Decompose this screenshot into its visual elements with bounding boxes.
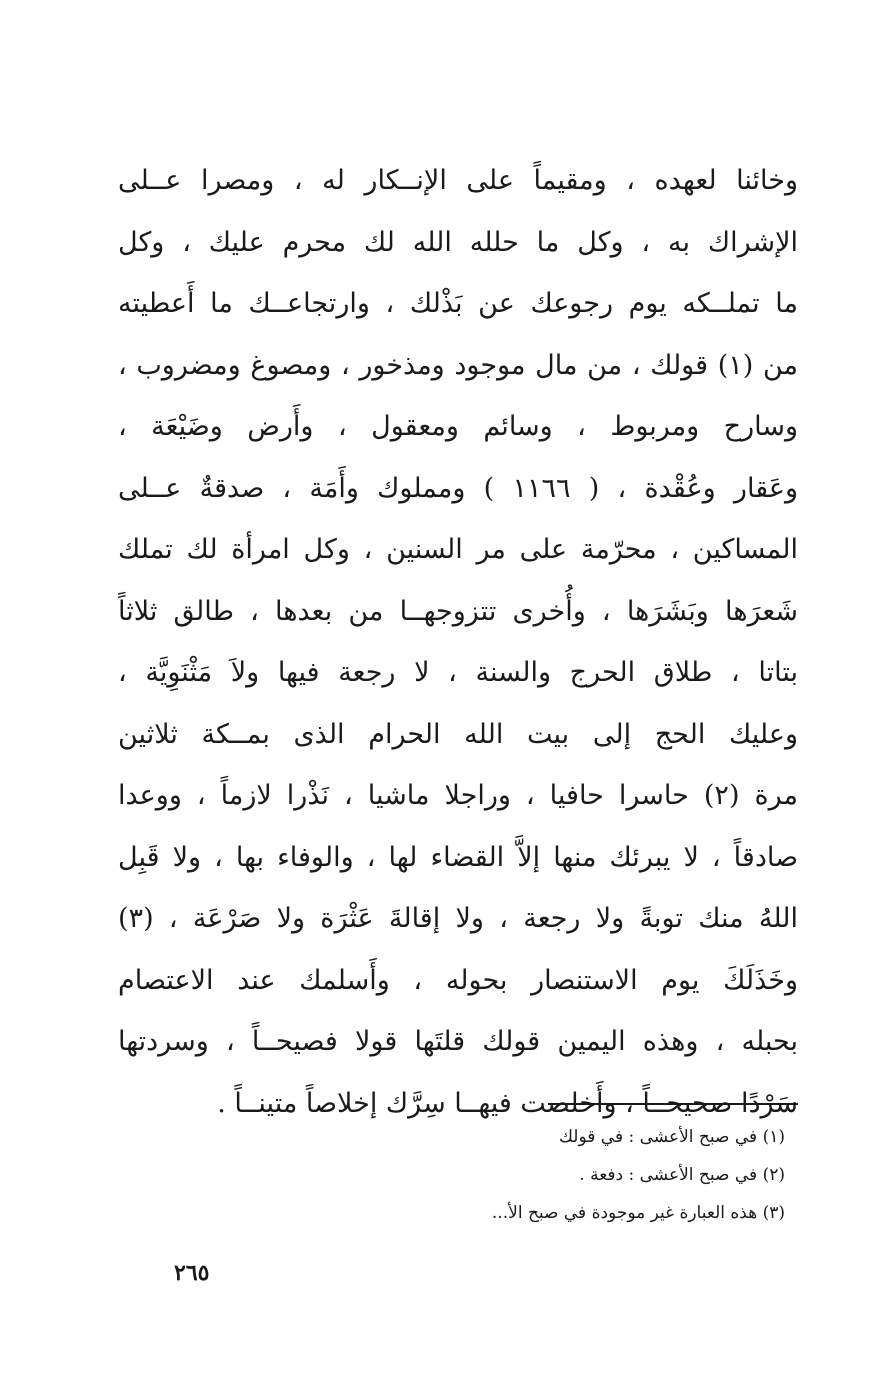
text-line: وخَذَلَكَ يوم الاستنصار بحوله ، وأَسلمك عند الاعتصام	[118, 964, 798, 996]
text-line: بحبله ، وهذه اليمين قولك قلتَها قولا فصيحــاً ، وسردتها	[118, 1026, 798, 1057]
text-line: شَعرَها وبَشَرَها ، وأُخرى تتزوجهــا من بعدها ، طالق ثلاثاً	[118, 595, 798, 627]
text-line: الإشراك به ، وكل ما حلله الله لك محرم عليك ، وكل	[118, 226, 798, 258]
text-line: صادقاً ، لا يبرئك منها إلاَّ القضاء لها ، والوفاء بها ، ولا قَبِل	[118, 841, 798, 873]
text-line: اللهُ منك توبةً ولا رجعة ، ولا إقالةَ عَثْرَة ولا صَرْعَة ، (٣)	[118, 903, 798, 934]
text-line: من (١) قولك ، من مال موجود ومذخور ، ومصوغ ومضروب ،	[118, 349, 798, 381]
text-line: وعَقار وعُقْدة ، ( ١١٦٦ ) ومملوك وأَمَة ، صدقةٌ عــلى	[118, 472, 798, 504]
text-line: سَرْدًا صحيحــاً ، وأَخلصت فيهــا سِرَّك إخلاصاً متينــاً .	[217, 1087, 798, 1119]
page-number: ٢٦٥	[174, 1260, 210, 1286]
text-line: ما تملــكه يوم رجوعك عن بَذْلك ، وارتجاعــك ما أَعطيته	[118, 288, 798, 319]
footnote: (٢) في صبح الأعشى : دفعة .	[579, 1165, 785, 1185]
text-line: وسارح ومربوط ، وسائم ومعقول ، وأَرض وضَيْعَة ،	[118, 411, 798, 442]
text-line: بتاتا ، طلاق الحرج والسنة ، لا رجعة فيها ولاَ مَثْنَوِيَّة ،	[118, 657, 798, 688]
footnote: (٣) هذه العبارة غير موجودة في صبح الأ...	[491, 1203, 785, 1223]
footnotes-block	[380, 1118, 785, 1232]
text-line: مرة (٢) حاسرا حافيا ، وراجلا ماشيا ، نَذْرا لازماً ، ووعدا	[118, 780, 798, 811]
text-line: وخائنا لعهده ، ومقيماً على الإنــكار له ، ومصرا عــلى	[118, 165, 798, 196]
text-line: المساكين ، محرّمة على مر السنين ، وكل امرأة لك تملك	[118, 534, 798, 565]
footnote-divider	[548, 1103, 798, 1105]
footnote: (١) في صبح الأعشى : في قولك	[558, 1127, 785, 1147]
main-text-block	[118, 150, 798, 1134]
text-line: وعليك الحج إلى بيت الله الحرام الذى بمــكة ثلاثين	[118, 718, 798, 750]
